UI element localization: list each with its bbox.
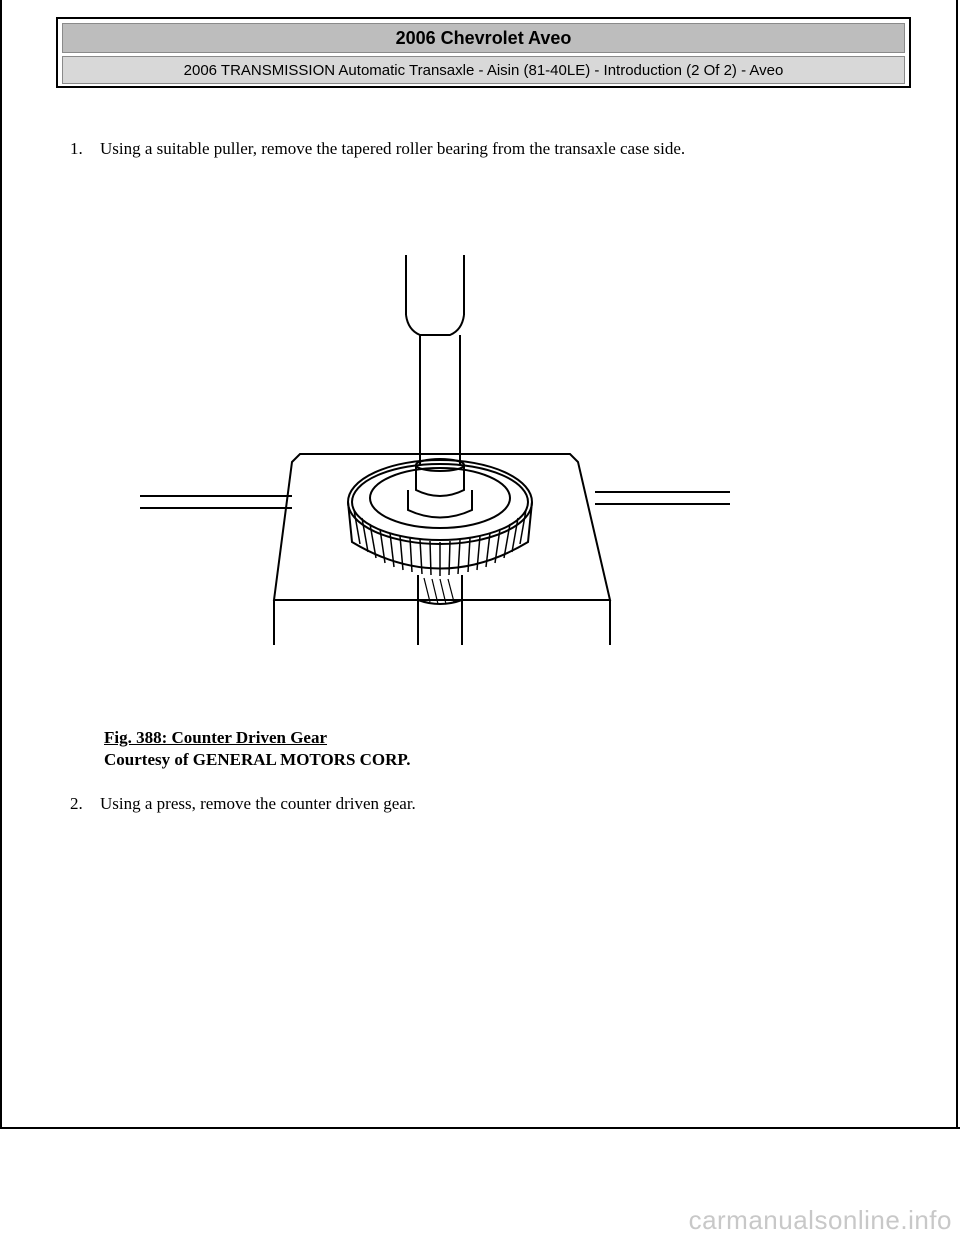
step-text: Using a suitable puller, remove the tapered roller bearing from the transaxle case side. — [100, 139, 686, 158]
page-bottom-rule — [0, 1127, 960, 1129]
document-header — [56, 17, 911, 88]
figure-title-link[interactable]: Fig. 388: Counter Driven Gear — [104, 728, 328, 747]
step-number: 1. — [70, 139, 83, 158]
header-title: 2006 Chevrolet Aveo — [62, 23, 905, 53]
figure-caption — [104, 727, 411, 771]
step-1 — [70, 139, 685, 159]
step-2 — [70, 794, 416, 814]
counter-driven-gear-illustration — [140, 240, 740, 660]
step-text: Using a press, remove the counter driven gear. — [100, 794, 416, 813]
site-watermark: carmanualsonline.info — [688, 1205, 952, 1235]
figure-credit: Courtesy of GENERAL MOTORS CORP. — [104, 750, 411, 769]
header-subtitle: 2006 TRANSMISSION Automatic Transaxle - Aisin (81-40LE) - Introduction (2 Of 2) - Aveo — [62, 56, 905, 84]
step-number: 2. — [70, 794, 83, 813]
